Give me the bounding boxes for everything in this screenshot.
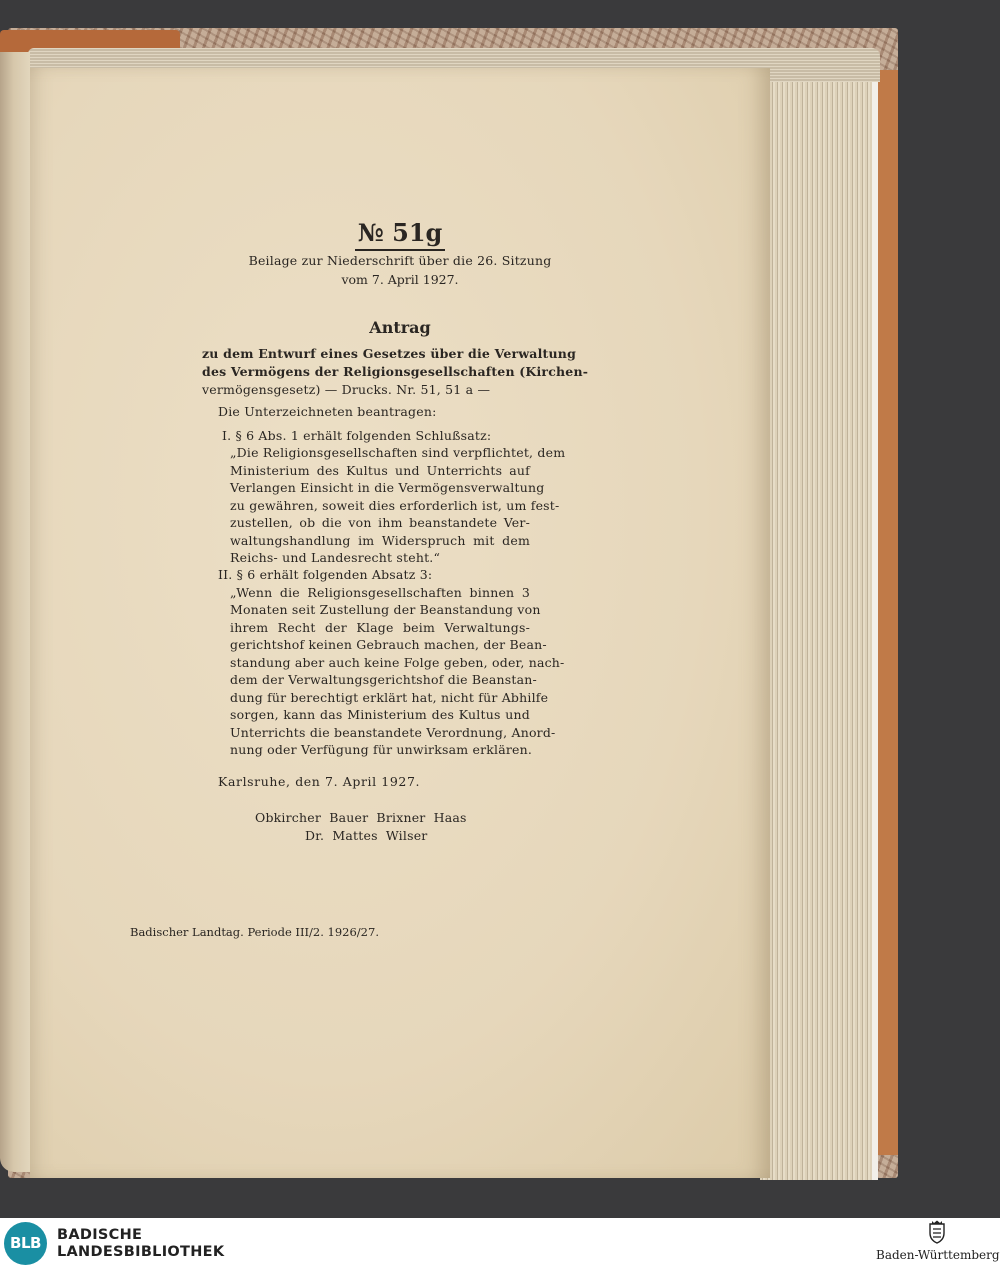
point-2-line: „Wenn die Religionsgesellschaften binnen 3: [230, 585, 530, 600]
point-2-line: nung oder Verfügung für unwirksam erklären.: [230, 742, 533, 757]
point-1-line: Ministerium des Kultus und Unterrichts auf: [230, 463, 530, 478]
intro-line: zu dem Entwurf eines Gesetzes über die Verwaltung: [202, 346, 577, 361]
point-2-line: gerichtshof keinen Gebrauch machen, der Bean-: [230, 637, 547, 652]
point-1-line: „Die Religionsgesellschaften sind verpflichtet, dem: [230, 445, 566, 460]
state-name[interactable]: Baden-Württemberg: [876, 1248, 1000, 1262]
document-page: [30, 68, 770, 1178]
point-2-title: II. § 6 erhält folgenden Absatz 3:: [218, 567, 433, 582]
point-2-line: Unterrichts die beanstandete Verordnung, Anord-: [230, 725, 556, 740]
applicants-line: Die Unterzeichneten beantragen:: [218, 404, 437, 419]
intro-line: vermögensgesetz) — Drucks. Nr. 51, 51 a —: [202, 382, 491, 397]
blb-logo[interactable]: BLB: [4, 1222, 47, 1265]
facing-page-edge: [0, 52, 30, 1172]
page-footer: Badischer Landtag. Periode III/2. 1926/27.: [130, 925, 379, 939]
document-heading: Antrag: [369, 318, 431, 337]
point-1-line: Reichs- und Landesrecht steht.“: [230, 550, 441, 565]
signatures-line-1: Obkircher Bauer Brixner Haas: [255, 810, 467, 825]
point-1-line: zu gewähren, soweit dies erforderlich ist, um fest-: [230, 498, 560, 513]
point-1-line: zustellen, ob die von ihm beanstandete Ver-: [230, 515, 530, 530]
page-stack-edge: [760, 70, 878, 1180]
viewer-footer-bar: [0, 1218, 1000, 1269]
point-1-line: Verlangen Einsicht in die Vermögensverwaltung: [230, 480, 545, 495]
point-2-line: dem der Verwaltungsgerichtshof die Beanstan-: [230, 672, 537, 687]
coat-of-arms-icon: [926, 1220, 948, 1244]
point-2-line: sorgen, kann das Ministerium des Kultus und: [230, 707, 530, 722]
intro-line: des Vermögens der Religionsgesellschaften (Kirchen-: [202, 364, 589, 379]
point-2-line: dung für berechtigt erklärt hat, nicht für Abhilfe: [230, 690, 549, 705]
subtitle-line-1: Beilage zur Niederschrift über die 26. Sitzung: [248, 253, 552, 268]
place-date: Karlsruhe, den 7. April 1927.: [218, 774, 421, 789]
point-1-title: I. § 6 Abs. 1 erhält folgenden Schlußsatz:: [222, 428, 492, 443]
document-number: № 51g: [30, 218, 770, 247]
library-name-line-1: BADISCHE: [57, 1227, 143, 1243]
point-1-line: waltungshandlung im Widerspruch mit dem: [230, 533, 530, 548]
library-name[interactable]: [57, 1227, 224, 1261]
point-2-line: ihrem Recht der Klage beim Verwaltungs-: [230, 620, 530, 635]
signatures-line-2: Dr. Mattes Wilser: [305, 828, 428, 843]
subtitle-line-2: vom 7. April 1927.: [341, 272, 459, 287]
point-2-line: Monaten seit Zustellung der Beanstandung von: [230, 602, 541, 617]
point-2-line: standung aber auch keine Folge geben, oder, nach-: [230, 655, 565, 670]
library-name-line-2: LANDESBIBLIOTHEK: [57, 1244, 225, 1260]
